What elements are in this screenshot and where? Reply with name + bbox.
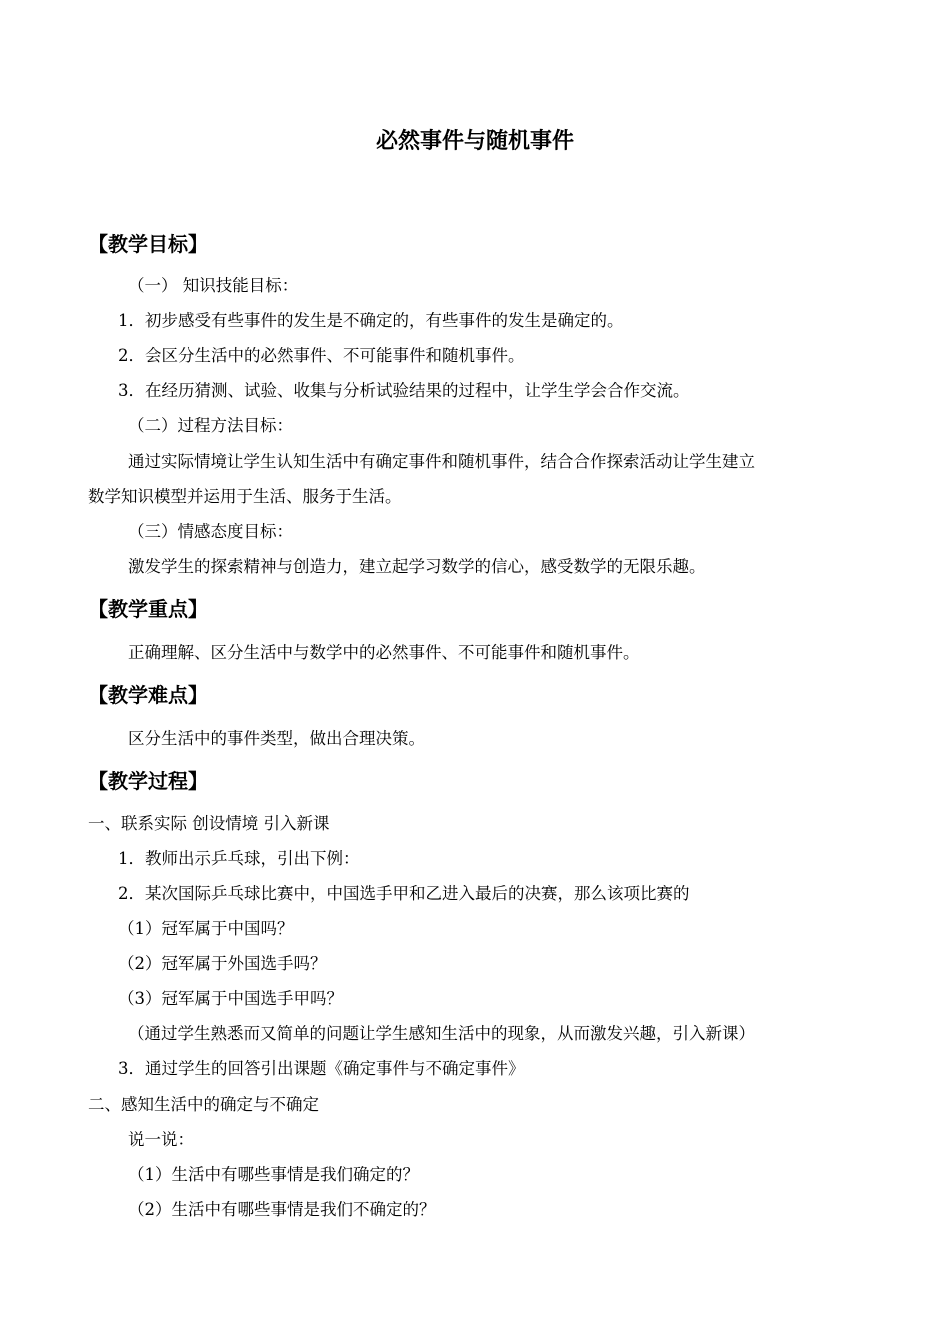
knowledge-heading: （一） 知识技能目标： (128, 276, 299, 295)
process-text-line1: 通过实际情境让学生认知生活中有确定事件和随机事件，结合合作探索活动让学生建立 (128, 452, 755, 471)
heading-objectives: 【教学目标】 (88, 232, 208, 256)
part2-title: 二、感知生活中的确定与不确定 (88, 1095, 319, 1114)
process-text-line2: 数学知识模型并运用于生活、服务于生活。 (88, 487, 402, 506)
knowledge-item-1: 1．初步感受有些事件的发生是不确定的，有些事件的发生是确定的。 (118, 311, 624, 330)
document-title: 必然事件与随机事件 (375, 129, 574, 154)
emotion-text: 激发学生的探索精神与创造力，建立起学习数学的信心，感受数学的无限乐趣。 (128, 557, 706, 576)
difficulties-text: 区分生活中的事件类型，做出合理决策。 (128, 729, 425, 748)
process-heading: （二）过程方法目标： (128, 416, 293, 435)
emotion-heading: （三）情感态度目标： (128, 522, 293, 541)
heading-difficulties: 【教学难点】 (88, 683, 208, 707)
part2-question-2: （2）生活中有哪些事情是我们不确定的？ (128, 1200, 436, 1219)
part1-item-2: 2．某次国际乒乓球比赛中，中国选手甲和乙进入最后的决赛，那么该项比赛的 (118, 884, 690, 903)
heading-key-points: 【教学重点】 (88, 597, 208, 621)
part1-question-1: （1）冠军属于中国吗？ (118, 919, 294, 938)
knowledge-item-2: 2．会区分生活中的必然事件、不可能事件和随机事件。 (118, 346, 525, 365)
part2-question-1: （1）生活中有哪些事情是我们确定的？ (128, 1165, 419, 1184)
part2-say: 说一说： (128, 1130, 194, 1149)
part1-question-3: （3）冠军属于中国选手甲吗？ (118, 989, 343, 1008)
knowledge-item-3: 3．在经历猜测、试验、收集与分析试验结果的过程中，让学生学会合作交流。 (118, 381, 690, 400)
part1-note: （通过学生熟悉而又简单的问题让学生感知生活中的现象，从而激发兴趣，引入新课） (128, 1024, 755, 1043)
key-points-text: 正确理解、区分生活中与数学中的必然事件、不可能事件和随机事件。 (128, 643, 640, 662)
part1-item-3: 3．通过学生的回答引出课题《确定事件与不确定事件》 (118, 1059, 525, 1078)
part1-title: 一、联系实际 创设情境 引入新课 (88, 814, 330, 833)
part1-item-1: 1．教师出示乒乓球，引出下例： (118, 849, 360, 868)
part1-question-2: （2）冠军属于外国选手吗？ (118, 954, 327, 973)
heading-process: 【教学过程】 (88, 769, 208, 793)
